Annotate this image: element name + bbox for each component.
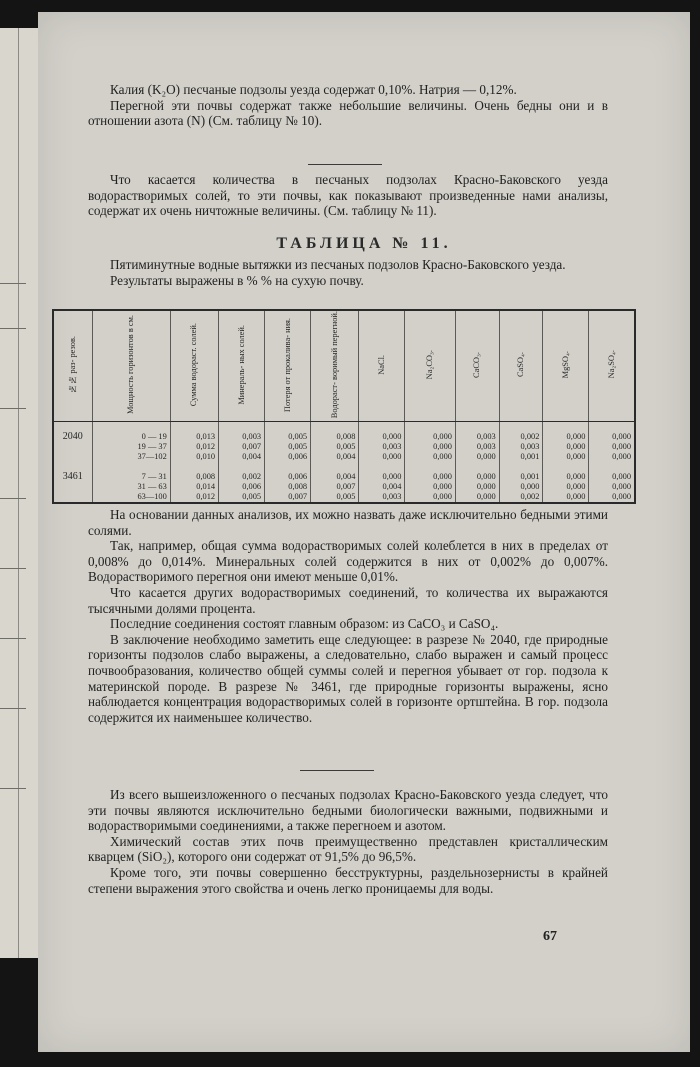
cell-value: 0,012 [196, 492, 216, 502]
table-cell [170, 462, 218, 503]
paragraph-final-note: В заключение необходимо заметить еще следующее: в разрезе № 2040, где природные горизонты подзолов слабо выражены, а следовательно, слабо выражен и самый процесс почвообразования, количество общей суммы солей и перегноя убывает от гор. подзола к материнской породе. В разрезе № 3461, где природные горизонты выражены, ясно наблюдается концентрация водорастворимых солей в горизонте ортштейна. В гор. подзола содержится их наименьшее количество. [88, 631, 608, 725]
cell-value: 0,002 [520, 432, 540, 442]
cell-value: 0,000 [566, 482, 586, 492]
paragraph-main-compounds: Последние соединения состоят главным образом: из CaCO₃ и CaSO₄. [110, 616, 499, 632]
table-caption-block [88, 257, 608, 288]
table-cell [499, 422, 543, 463]
cell-value: 0,004 [336, 472, 356, 482]
cell-value: 0,003 [382, 492, 402, 502]
table-cell [311, 462, 359, 503]
top-paragraphs [88, 82, 608, 129]
cell-value: 0,005 [336, 492, 356, 502]
table-cell [455, 462, 499, 503]
header-horizon-depth [92, 310, 170, 422]
table-cell [359, 462, 405, 503]
cell-value: 0,004 [336, 452, 356, 462]
adjacent-table-rule [0, 328, 26, 329]
cell-value: 0,000 [612, 442, 631, 452]
adjacent-table-rule [0, 408, 26, 409]
analysis-paragraphs [88, 507, 608, 725]
cell-value: 0,007 [336, 482, 356, 492]
cell-value: 0,007 [242, 442, 262, 452]
table-cell [265, 462, 311, 503]
header-text: CaCO₃. [472, 351, 482, 378]
cell-value: 0,003 [476, 442, 496, 452]
cell-value: 0,001 [520, 472, 540, 482]
cell-value: 0,000 [566, 492, 586, 502]
cell-value: 0,000 [433, 452, 452, 462]
header-cut-number [53, 310, 92, 422]
header-ignition-loss [265, 310, 311, 422]
cell-value: 0,002 [242, 472, 262, 482]
cell-value: 0,000 [433, 482, 452, 492]
table-cell [543, 462, 589, 503]
adjacent-table-rule [0, 498, 26, 499]
cell-value: 0,000 [476, 492, 496, 502]
adjacent-page-fold [18, 28, 19, 958]
page-number: 67 [543, 929, 557, 944]
section-divider [300, 770, 374, 771]
header-text: Мощность горизонтов в см. [126, 315, 136, 415]
cell-value: 0,000 [566, 432, 586, 442]
table-cell [589, 422, 635, 463]
cell-value: 31 — 63 [137, 482, 167, 492]
cell-value: 0,013 [196, 432, 216, 442]
table-cell [543, 422, 589, 463]
cell-value: 0,000 [382, 452, 402, 462]
header-soluble-humus [311, 310, 359, 422]
cell-value: 0,000 [566, 442, 586, 452]
table-cell [359, 422, 405, 463]
header-text: NaCl. [376, 354, 386, 375]
header-text: Na₂SO₄. [606, 350, 616, 379]
cell-value: 0,005 [288, 432, 308, 442]
cell-value: 0,003 [520, 442, 540, 452]
cell-value: 0,005 [242, 492, 262, 502]
header-mineral-salts [219, 310, 265, 422]
cell-value: 0,005 [288, 442, 308, 452]
cell-value: 7 — 31 [141, 472, 167, 482]
table-cell [219, 422, 265, 463]
table-caption: Пятиминутные водные вытяжки из песчаных подзолов Красно-Баковского уезда. [110, 257, 566, 272]
cell-value: 0,004 [382, 482, 402, 492]
table-cell [265, 422, 311, 463]
header-text: Минераль- ных солей. [236, 324, 246, 405]
cell-value: 63—100 [137, 492, 167, 502]
cell-value: 0,003 [476, 432, 496, 442]
cell-value: 0,005 [336, 442, 356, 452]
table-cell [311, 422, 359, 463]
table-header-row [53, 310, 635, 422]
cell-value: 0,000 [433, 432, 452, 442]
cell-value: 0,014 [196, 482, 216, 492]
header-caso4 [499, 310, 543, 422]
section-divider [308, 164, 382, 165]
cell-value: 0,012 [196, 442, 216, 452]
cell-value: 0,000 [476, 482, 496, 492]
cell-value: 0,004 [242, 452, 262, 462]
paragraph-chemical-composition: Химический состав этих почв преимущественно представлен кристаллическим кварцем (SiO₂), которого они содержат от 91,5% до 96,5%. [88, 833, 608, 865]
cell-value: 0,000 [382, 472, 402, 482]
cell-value: 0,003 [242, 432, 262, 442]
intro-paragraph-block [88, 172, 608, 219]
cell-value: 0,000 [433, 472, 452, 482]
cell-value: 0,006 [288, 472, 308, 482]
cell-value: 0,000 [612, 482, 631, 492]
header-text: Водораст- воримый перегной. [329, 311, 339, 419]
cell-value: 0,000 [520, 482, 540, 492]
cell-value: 0,008 [288, 482, 308, 492]
header-text: Сумма водораст. солей. [189, 322, 199, 407]
table-row [53, 422, 635, 463]
table-cell [455, 422, 499, 463]
cut-number-cell: 3461 [53, 462, 92, 503]
salts-table [52, 309, 636, 504]
table-note: Результаты выражены в % % на сухую почву. [110, 272, 364, 288]
cell-value: 0,007 [288, 492, 308, 502]
conclusion-paragraphs [88, 787, 608, 896]
paragraph-structure: Кроме того, эти почвы совершенно бесструктурны, раздельнозернисты в крайней степени выражения этого свойства и очень легко проницаемы для воды. [88, 864, 608, 896]
cell-value: 0,001 [520, 452, 540, 462]
header-text: №№ раз- резов. [67, 335, 77, 394]
table-cell [170, 422, 218, 463]
header-na2so4 [589, 310, 635, 422]
table-row [53, 462, 635, 503]
cell-value: 0,000 [382, 432, 402, 442]
table-title: ТАБЛИЦА № 11. [276, 235, 452, 252]
table-cell [589, 462, 635, 503]
table-cell [92, 462, 170, 503]
cell-value: 0,006 [242, 482, 262, 492]
table-cell [219, 462, 265, 503]
adjacent-table-rule [0, 638, 26, 639]
table-cell [405, 422, 456, 463]
header-na2co3 [405, 310, 456, 422]
cell-value: 0 — 19 [141, 432, 167, 442]
cell-value: 0,003 [382, 442, 402, 452]
header-text: Потеря от прокалива- ния. [282, 317, 292, 412]
cell-value: 19 — 37 [137, 442, 167, 452]
adjacent-table-rule [0, 283, 26, 284]
adjacent-page-edge [0, 28, 41, 958]
header-nacl [359, 310, 405, 422]
paragraph-humus: Перегной эти почвы содержат также небольшие величины. Очень бедны они и в отношении азота (N) (См. таблицу № 10). [88, 97, 608, 129]
cell-value: 0,000 [612, 492, 631, 502]
cell-value: 0,006 [288, 452, 308, 462]
paragraph-summary: Из всего вышеизложенного о песчаных подзолах Красно-Баковского уезда следует, что эти почвы являются исключительно бедными биологически важными, подвижными и водорастворимыми соединениями, а также перегноем и азотом. [88, 787, 608, 834]
adjacent-table-rule [0, 568, 26, 569]
cell-value: 0,000 [433, 492, 452, 502]
cell-value: 0,008 [196, 472, 216, 482]
cell-value: 0,002 [520, 492, 540, 502]
header-total-salts [170, 310, 218, 422]
cut-number-cell: 2040 [53, 422, 92, 463]
table-cell [92, 422, 170, 463]
header-mgso4 [543, 310, 589, 422]
cell-value: 0,000 [612, 452, 631, 462]
adjacent-table-rule [0, 788, 26, 789]
table-cell [405, 462, 456, 503]
cell-value: 0,000 [433, 442, 452, 452]
cell-value: 0,000 [612, 432, 631, 442]
header-text: Na₂CO₃. [425, 349, 435, 380]
book-page [38, 12, 690, 1052]
header-text: MgSO₄. [560, 350, 570, 379]
paragraph-other-compounds: Что касается других водорастворимых соединений, то количества их выражаются тысячными долями процента. [88, 584, 608, 616]
cell-value: 0,010 [196, 452, 216, 462]
cell-value: 0,000 [566, 452, 586, 462]
cell-value: 37—102 [137, 452, 167, 462]
cell-value: 0,000 [476, 472, 496, 482]
paragraph-potassium: Калия (K₂O) песчаные подзолы уезда содержат 0,10%. Натрия — 0,12%. [110, 82, 517, 97]
header-text: CaSO₄. [516, 352, 526, 378]
paragraph-salt-range: Так, например, общая сумма водорастворимых солей колеблется в них в пределах от 0,008% до 0,014%. Минеральных солей содержится в них от 0,002% до 0,007%. Водорастворимого перегноя они имеют меньше 0,01%. [88, 538, 608, 585]
header-caco3 [455, 310, 499, 422]
adjacent-table-rule [0, 708, 26, 709]
cell-value: 0,000 [476, 452, 496, 462]
cell-value: 0,008 [336, 432, 356, 442]
cell-value: 0,000 [612, 472, 631, 482]
cell-value: 0,000 [566, 472, 586, 482]
paragraph-soluble-salts: Что касается количества в песчаных подзолах Красно-Баковского уезда водорастворимых солей, то эти почвы, как показывают произведенные нами анализы, содержат их очень ничтожные величины. (См. таблицу № 11). [88, 172, 608, 219]
paragraph-conclusion-poor: На основании данных анализов, их можно назвать даже исключительно бедными этими солями. [88, 507, 608, 538]
table-cell [499, 462, 543, 503]
